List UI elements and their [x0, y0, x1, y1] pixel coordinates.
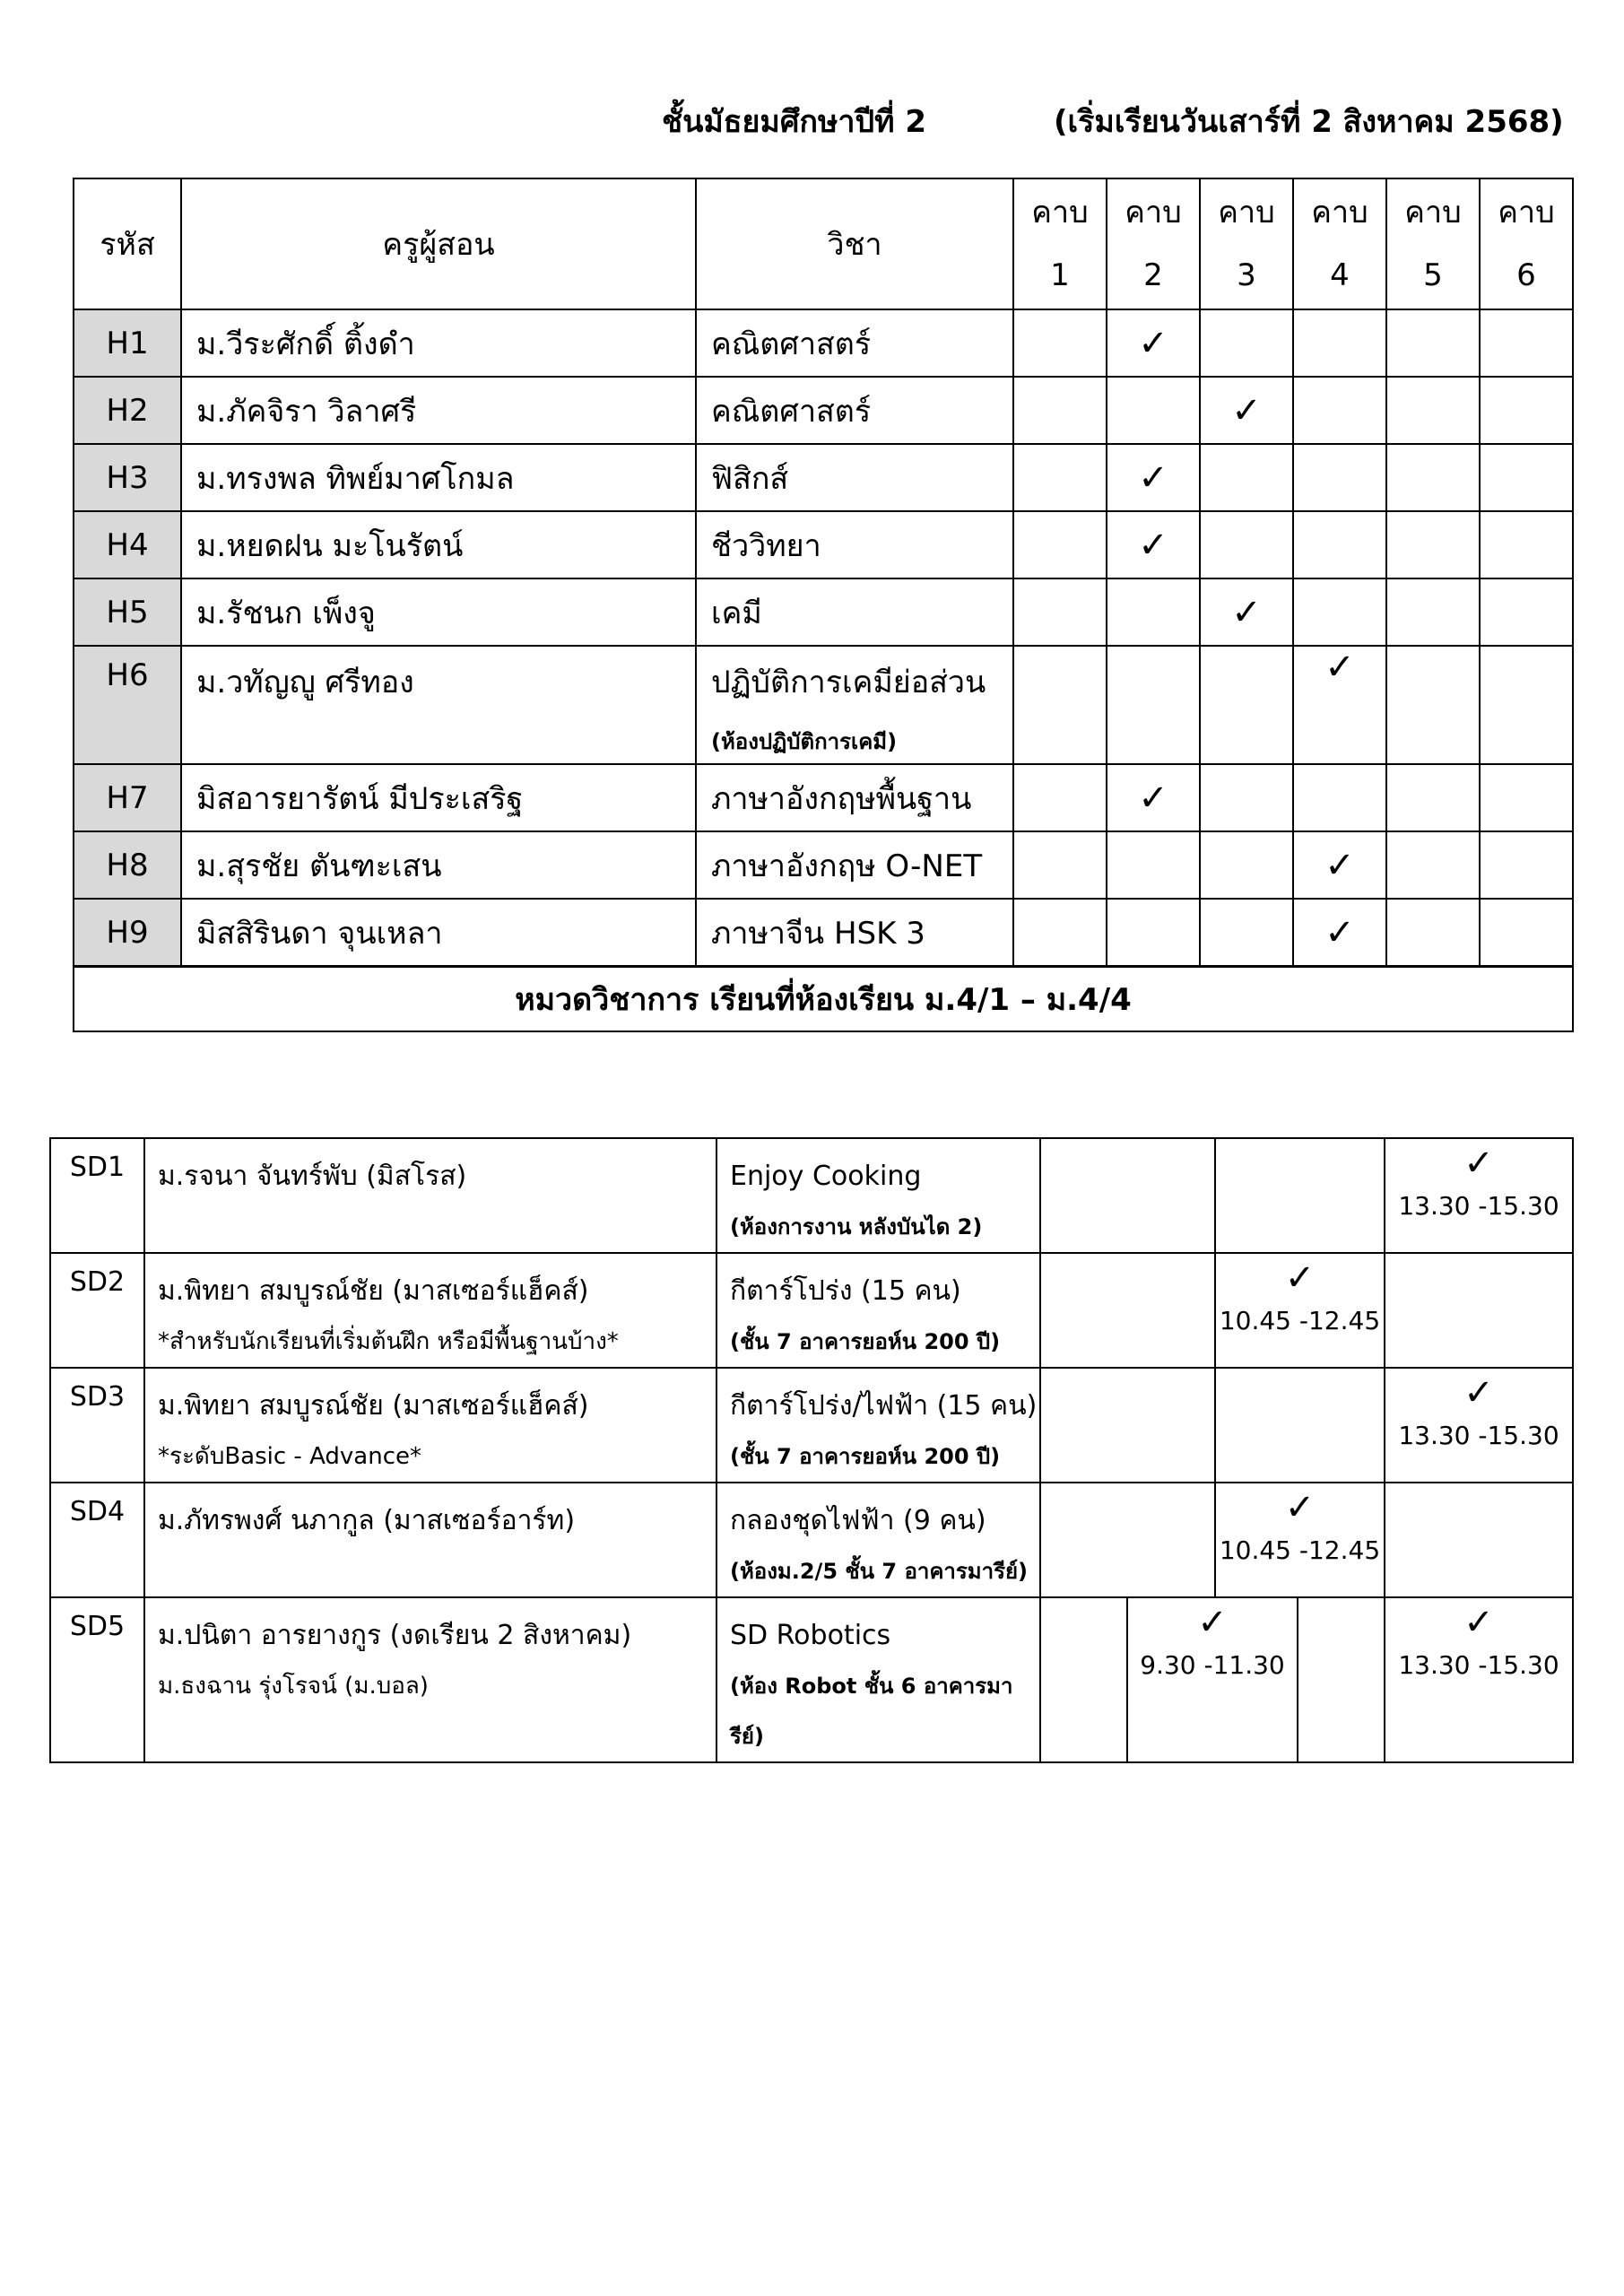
row-teacher: ม.วทัญญู ศรีทอง	[181, 646, 696, 764]
header-period-1: คาบ 1	[1013, 178, 1107, 309]
row-teacher: ม.พิทยา สมบูรณ์ชัย (มาสเซอร์แฮ็คส์)	[158, 1275, 589, 1307]
row-subject-cell	[696, 764, 1013, 831]
afternoon-slot	[1385, 1368, 1573, 1483]
row-code: H7	[74, 764, 181, 831]
header-period-6: คาบ 6	[1480, 178, 1573, 309]
afternoon-slot	[1385, 1597, 1573, 1762]
check-icon: ✓	[1138, 524, 1168, 566]
period-4-cell	[1293, 511, 1386, 578]
period-3-cell	[1200, 377, 1293, 444]
table-row	[74, 899, 1573, 967]
time-range: 9.30 -11.30	[1140, 1650, 1285, 1680]
period-1-cell	[1013, 309, 1107, 377]
period-2-cell	[1107, 831, 1200, 899]
period-4-cell	[1293, 899, 1386, 967]
row-code: H6	[74, 646, 181, 764]
header-period-4: คาบ 4	[1293, 178, 1386, 309]
empty-slot	[1040, 1253, 1215, 1368]
table-row	[74, 578, 1573, 646]
row-subject-cell	[716, 1368, 1040, 1483]
schedule-table-main	[73, 178, 1574, 1032]
period-5-cell	[1386, 444, 1480, 511]
row-teacher-note: *ระดับBasic - Advance*	[158, 1443, 421, 1470]
row-subject-cell	[696, 646, 1013, 764]
period-2-cell	[1107, 764, 1200, 831]
empty-slot	[1385, 1483, 1573, 1597]
table-footer-row	[74, 967, 1573, 1032]
period-1-cell	[1013, 444, 1107, 511]
period-5-cell	[1386, 578, 1480, 646]
period-6-cell	[1480, 646, 1573, 764]
empty-slot	[1040, 1138, 1215, 1253]
table-row	[50, 1368, 1573, 1483]
table-header-row	[74, 178, 1573, 309]
header-period-2: คาบ 2	[1107, 178, 1200, 309]
check-icon: ✓	[1463, 1372, 1494, 1413]
table-row	[50, 1138, 1573, 1253]
empty-slot	[1040, 1483, 1215, 1597]
check-icon: ✓	[1231, 389, 1262, 431]
row-subject: ภาษาอังกฤษพื้นฐาน	[711, 780, 972, 817]
table-row	[74, 444, 1573, 511]
row-subject: ชีววิทยา	[711, 527, 821, 564]
check-icon: ✓	[1197, 1602, 1228, 1643]
period-6-cell	[1480, 511, 1573, 578]
empty-slot	[1298, 1597, 1385, 1762]
check-icon: ✓	[1463, 1602, 1494, 1643]
period-6-cell	[1480, 899, 1573, 967]
row-teacher: มิสสิรินดา จุนเหลา	[181, 899, 696, 967]
row-teacher: ม.รัชนก เพ็งจู	[181, 578, 696, 646]
period-5-cell	[1386, 899, 1480, 967]
row-subject: กีตาร์โปร่ง/ไฟฟ้า (15 คน)	[730, 1390, 1038, 1422]
row-room: (ชั้น 7 อาคารยอห์น 200 ปี)	[730, 1444, 1001, 1469]
period-4-cell	[1293, 646, 1386, 764]
table-row	[50, 1597, 1573, 1762]
row-room: (ชั้น 7 อาคารยอห์น 200 ปี)	[730, 1329, 1001, 1354]
period-5-cell	[1386, 309, 1480, 377]
row-subject-cell	[696, 578, 1013, 646]
row-room: (ห้องการงาน หลังบันได 2)	[730, 1214, 983, 1239]
period-3-cell	[1200, 444, 1293, 511]
period-1-cell	[1013, 578, 1107, 646]
empty-slot	[1040, 1368, 1215, 1483]
row-code: H9	[74, 899, 181, 967]
row-room: (ห้องม.2/5 ชั้น 7 อาคารมารีย์)	[730, 1559, 1029, 1584]
period-4-cell	[1293, 444, 1386, 511]
row-code: H4	[74, 511, 181, 578]
period-6-cell	[1480, 444, 1573, 511]
table-row	[74, 764, 1573, 831]
check-icon: ✓	[1284, 1257, 1316, 1299]
row-room: (ห้องปฏิบัติการเคมี)	[711, 729, 898, 754]
row-teacher: ม.ปนิตา อารยางกูร (งดเรียน 2 สิงหาคม)	[158, 1620, 632, 1651]
period-3-cell	[1200, 831, 1293, 899]
row-code: H3	[74, 444, 181, 511]
header-teacher: ครูผู้สอน	[181, 178, 696, 309]
table-row	[74, 377, 1573, 444]
row-subject-cell	[716, 1483, 1040, 1597]
time-range: 13.30 -15.30	[1398, 1650, 1559, 1680]
period-2-cell	[1107, 444, 1200, 511]
period-2-cell	[1107, 377, 1200, 444]
afternoon-slot	[1385, 1138, 1573, 1253]
row-subject-cell	[716, 1138, 1040, 1253]
row-subject-cell	[696, 899, 1013, 967]
row-teacher: ม.ภัคจิรา วิลาศรี	[181, 377, 696, 444]
period-1-cell	[1013, 764, 1107, 831]
empty-slot	[1040, 1597, 1127, 1762]
period-6-cell	[1480, 377, 1573, 444]
row-subject-cell	[696, 309, 1013, 377]
period-3-cell	[1200, 899, 1293, 967]
grade-title: ชั้นมัธยมศึกษาปีที่ 2	[662, 104, 926, 140]
period-4-cell	[1293, 831, 1386, 899]
empty-slot	[1215, 1138, 1385, 1253]
table-row	[74, 646, 1573, 764]
period-2-cell	[1107, 899, 1200, 967]
period-4-cell	[1293, 764, 1386, 831]
row-subject: ภาษาจีน HSK 3	[711, 915, 925, 952]
row-subject-cell	[716, 1597, 1040, 1762]
period-5-cell	[1386, 511, 1480, 578]
row-subject: ปฏิบัติการเคมีย่อส่วน	[711, 665, 986, 700]
row-subject-cell	[696, 377, 1013, 444]
row-subject: เคมี	[711, 595, 762, 631]
row-code: H2	[74, 377, 181, 444]
empty-slot	[1215, 1368, 1385, 1483]
row-teacher-cell	[144, 1597, 716, 1762]
period-1-cell	[1013, 511, 1107, 578]
header-subject: วิชา	[696, 178, 1013, 309]
check-icon: ✓	[1138, 457, 1168, 499]
row-code: SD1	[50, 1138, 144, 1253]
row-subject: ภาษาอังกฤษ O-NET	[711, 848, 983, 884]
row-code: H1	[74, 309, 181, 377]
header-period-3: คาบ 3	[1200, 178, 1293, 309]
row-subject: คณิตศาสตร์	[711, 326, 872, 362]
period-4-cell	[1293, 578, 1386, 646]
period-3-cell	[1200, 578, 1293, 646]
period-1-cell	[1013, 377, 1107, 444]
row-code: SD3	[50, 1368, 144, 1483]
header-code: รหัส	[74, 178, 181, 309]
row-teacher-cell	[144, 1253, 716, 1368]
row-teacher: มิสอารยารัตน์ มีประเสริฐ	[181, 764, 696, 831]
check-icon: ✓	[1138, 322, 1168, 364]
start-date: (เริ่มเรียนวันเสาร์ที่ 2 สิงหาคม 2568)	[1054, 104, 1564, 140]
period-3-cell	[1200, 764, 1293, 831]
row-subject: คณิตศาสตร์	[711, 393, 872, 430]
period-1-cell	[1013, 831, 1107, 899]
page-header	[0, 97, 1624, 142]
period-1-cell	[1013, 646, 1107, 764]
row-teacher: ม.พิทยา สมบูรณ์ชัย (มาสเซอร์แฮ็คส์)	[158, 1390, 589, 1422]
check-icon: ✓	[1324, 844, 1355, 886]
check-icon: ✓	[1324, 911, 1355, 953]
period-4-cell	[1293, 377, 1386, 444]
table-row	[50, 1253, 1573, 1368]
period-2-cell	[1107, 511, 1200, 578]
row-code: SD2	[50, 1253, 144, 1368]
row-teacher: ม.วีระศักดิ์ ติ้งดำ	[181, 309, 696, 377]
period-6-cell	[1480, 831, 1573, 899]
row-subject: กีตาร์โปร่ง (15 คน)	[730, 1275, 961, 1307]
time-range: 10.45 -12.45	[1219, 1306, 1381, 1335]
row-teacher: ม.หยดฝน มะโนรัตน์	[181, 511, 696, 578]
row-teacher: ม.สุรชัย ตันฑะเสน	[181, 831, 696, 899]
period-6-cell	[1480, 764, 1573, 831]
row-subject: Enjoy Cooking	[730, 1161, 922, 1192]
row-subject-cell	[696, 444, 1013, 511]
period-1-cell	[1013, 899, 1107, 967]
time-range: 13.30 -15.30	[1398, 1421, 1559, 1450]
row-code: H5	[74, 578, 181, 646]
row-code: SD5	[50, 1597, 144, 1762]
check-icon: ✓	[1138, 777, 1168, 819]
morning-slot	[1127, 1597, 1298, 1762]
table-row	[50, 1483, 1573, 1597]
row-teacher: ม.รจนา จันทร์พับ (มิสโรส)	[158, 1161, 467, 1192]
time-range: 13.30 -15.30	[1398, 1191, 1559, 1221]
table-row	[74, 831, 1573, 899]
period-3-cell	[1200, 646, 1293, 764]
period-2-cell	[1107, 646, 1200, 764]
row-subject-cell	[716, 1253, 1040, 1368]
row-teacher-cell	[144, 1368, 716, 1483]
row-subject-cell	[696, 831, 1013, 899]
late-morning-slot	[1215, 1483, 1385, 1597]
period-5-cell	[1386, 831, 1480, 899]
row-code: H8	[74, 831, 181, 899]
period-5-cell	[1386, 377, 1480, 444]
late-morning-slot	[1215, 1253, 1385, 1368]
time-range: 10.45 -12.45	[1219, 1535, 1381, 1565]
check-icon: ✓	[1324, 647, 1355, 688]
period-5-cell	[1386, 764, 1480, 831]
row-subject: SD Robotics	[730, 1620, 891, 1651]
row-room: (ห้อง Robot ชั้น 6 อาคารมารีย์)	[730, 1674, 1013, 1749]
period-4-cell	[1293, 309, 1386, 377]
period-5-cell	[1386, 646, 1480, 764]
empty-slot	[1385, 1253, 1573, 1368]
period-6-cell	[1480, 578, 1573, 646]
row-teacher: ม.ภัทรพงศ์ นภากูล (มาสเซอร์อาร์ท)	[158, 1505, 576, 1536]
row-subject-cell	[696, 511, 1013, 578]
period-6-cell	[1480, 309, 1573, 377]
period-3-cell	[1200, 309, 1293, 377]
row-teacher: ม.ทรงพล ทิพย์มาศโกมล	[181, 444, 696, 511]
table-row	[74, 309, 1573, 377]
check-icon: ✓	[1231, 591, 1262, 633]
row-subject: ฟิสิกส์	[711, 460, 789, 497]
check-icon: ✓	[1284, 1487, 1316, 1528]
table-row	[74, 511, 1573, 578]
department-note: หมวดวิชาการ เรียนที่ห้องเรียน ม.4/1 – ม.4/4	[74, 967, 1573, 1032]
row-teacher-note: ม.ธงฉาน รุ่งโรจน์ (ม.บอล)	[158, 1673, 429, 1700]
row-code: SD4	[50, 1483, 144, 1597]
header-period-5: คาบ 5	[1386, 178, 1480, 309]
period-2-cell	[1107, 578, 1200, 646]
row-teacher-note: *สำหรับนักเรียนที่เริ่มต้นฝึก หรือมีพื้นฐานบ้าง*	[158, 1328, 619, 1355]
row-teacher-cell	[144, 1138, 716, 1253]
row-teacher-cell	[144, 1483, 716, 1597]
row-subject: กลองชุดไฟฟ้า (9 คน)	[730, 1505, 986, 1536]
check-icon: ✓	[1463, 1143, 1494, 1184]
period-3-cell	[1200, 511, 1293, 578]
schedule-table-activities	[49, 1137, 1574, 1763]
period-2-cell	[1107, 309, 1200, 377]
